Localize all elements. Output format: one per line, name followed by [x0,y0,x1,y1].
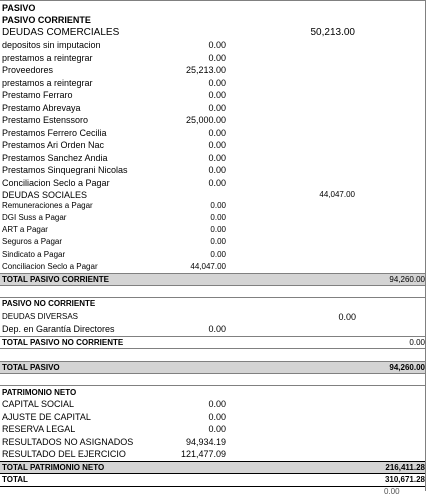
item-value: 0.00 [208,140,226,150]
total-pasivo-no-corriente-row [0,337,425,348]
item-value: 0.00 [208,399,226,409]
grand-total-row [0,474,425,485]
item-label: RESULTADOS NO ASIGNADOS [2,437,134,447]
total-pasivo-row [0,362,425,373]
item-value: 0.00 [208,178,226,188]
total-pasivo-corriente-row [0,274,425,285]
deudas-diversas-value: 0.00 [338,312,356,322]
item-label: prestamos a reintegrar [2,53,93,63]
item-label: Prestamo Ferraro [2,90,73,100]
deudas-comerciales-subtotal: 50,213.00 [310,27,355,38]
item-label: Prestamos Sanchez Andia [2,153,108,163]
item-label: Conciliacion Seclo a Pagar [2,178,110,188]
top-rule [0,0,425,1]
item-label: depositos sin imputacion [2,40,101,50]
total-patrimonio-neto-label: TOTAL PATRIMONIO NETO [2,463,105,472]
item-label: Prestamo Estenssoro [2,115,89,125]
item-value: 0.00 [208,412,226,422]
pasivo-corriente-title: PASIVO CORRIENTE [2,15,91,25]
item-value: 0.00 [208,128,226,138]
item-value: 0.00 [208,53,226,63]
item-label: prestamos a reintegrar [2,78,93,88]
item-label: DGI Suss a Pagar [2,213,67,222]
item-label: CAPITAL SOCIAL [2,399,75,409]
grand-total-value: 310,671.28 [384,475,425,484]
item-value: 94,934.19 [185,437,226,447]
item-label: RESULTADO DEL EJERCICIO [2,449,126,459]
cut-off-value: 0.00 [384,487,400,496]
item-value: 0.00 [210,250,226,259]
item-value: 0.00 [208,78,226,88]
rule [0,348,425,349]
patrimonio-neto-title: PATRIMONIO NETO [2,388,77,397]
item-label: RESERVA LEGAL [2,424,76,434]
item-value: 0.00 [210,213,226,222]
item-value: 0.00 [208,90,226,100]
total-pasivo-no-corriente-value: 0.00 [409,338,425,347]
item-value: 0.00 [208,103,226,113]
rule [0,297,425,298]
item-label: Sindicato a Pagar [2,250,66,259]
rule [0,373,425,374]
deudas-sociales-subtotal: 44,047.00 [319,190,355,199]
grand-total-label: TOTAL [2,475,28,484]
item-value: 121,477.09 [180,449,226,459]
item-label: Remuneraciones a Pagar [2,201,93,210]
item-value: 0.00 [208,40,226,50]
item-label: Seguros a Pagar [2,237,63,246]
item-label: Dep. en Garantía Directores [2,324,115,334]
item-label: Prestamo Abrevaya [2,103,81,113]
deudas-comerciales-label: DEUDAS COMERCIALES [2,27,120,38]
total-patrimonio-neto-row [0,462,425,473]
item-label: Prestamos Ferrero Cecilia [2,128,107,138]
item-value: 25,213.00 [185,65,226,75]
rule [0,285,425,286]
total-pasivo-no-corriente-label: TOTAL PASIVO NO CORRIENTE [2,338,124,347]
rule [0,486,425,487]
total-pasivo-value: 94,260.00 [389,363,425,372]
item-label: Proveedores [2,65,54,75]
item-value: 44,047.00 [190,262,226,271]
item-value: 0.00 [208,424,226,434]
total-pasivo-corriente-label: TOTAL PASIVO CORRIENTE [2,275,109,284]
deudas-sociales-label: DEUDAS SOCIALES [2,190,88,200]
rule [0,385,425,386]
right-rule [425,0,426,491]
item-value: 0.00 [210,237,226,246]
item-label: Conciliacion Seclo a Pagar [2,262,98,271]
pasivo-no-corriente-title: PASIVO NO CORRIENTE [2,299,96,308]
item-value: 0.00 [208,153,226,163]
item-label: Prestamos Ari Orden Nac [2,140,105,150]
item-value: 0.00 [210,225,226,234]
total-pasivo-label: TOTAL PASIVO [2,363,60,372]
item-value: 0.00 [208,165,226,175]
item-label: AJUSTE DE CAPITAL [2,412,91,422]
pasivo-title: PASIVO [2,3,36,13]
deudas-diversas-label: DEUDAS DIVERSAS [2,312,79,321]
item-value: 0.00 [210,201,226,210]
item-label: Prestamos Sinquegrani Nicolas [2,165,128,175]
item-value: 0.00 [208,324,226,334]
total-pasivo-corriente-value: 94,260.00 [389,275,425,284]
item-label: ART a Pagar [2,225,48,234]
item-value: 25,000.00 [185,115,226,125]
total-patrimonio-neto-value: 216,411.28 [385,463,425,472]
